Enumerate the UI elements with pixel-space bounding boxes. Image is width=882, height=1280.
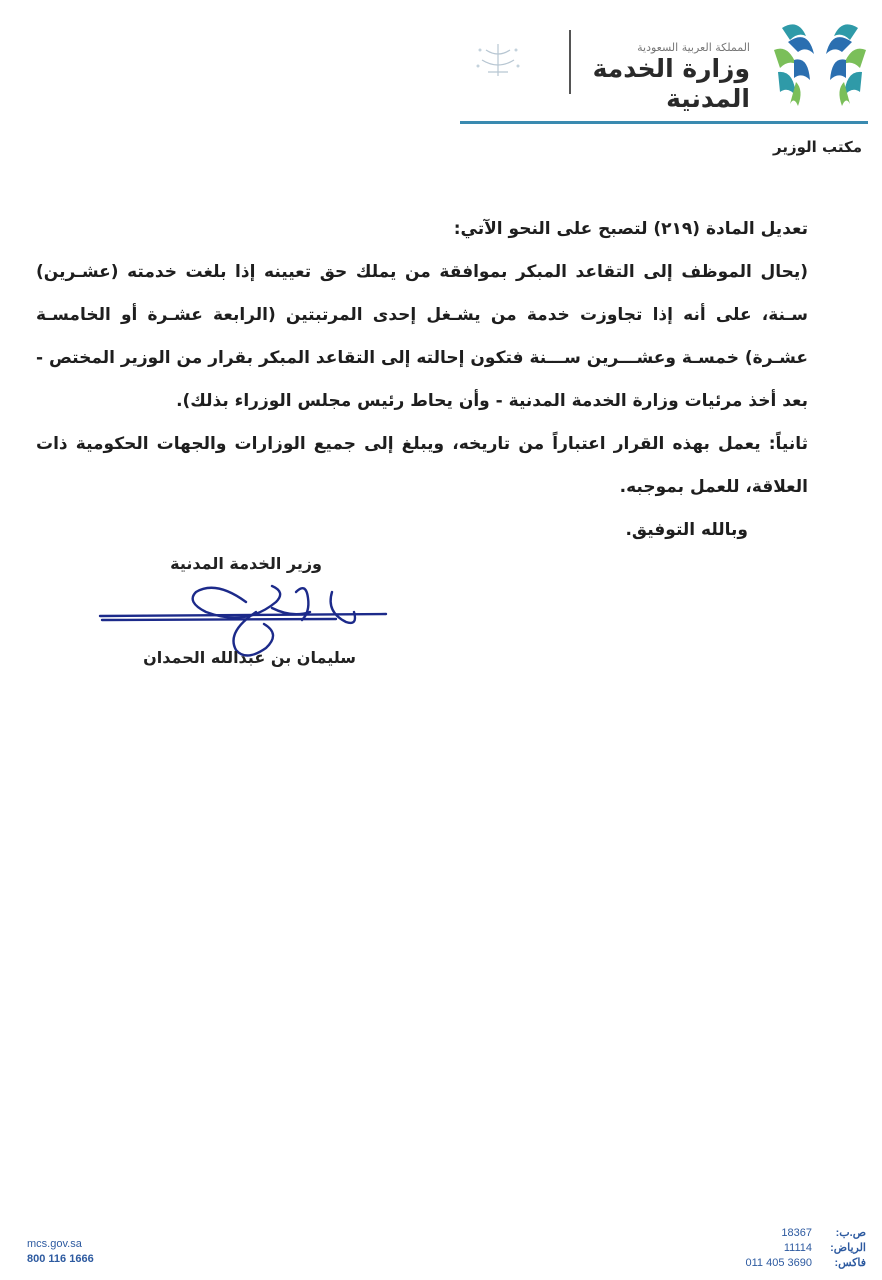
fax-value: 011 405 3690 [745, 1257, 812, 1269]
po-box-value: 18367 [781, 1227, 812, 1239]
footer-phone: 800 116 1666 [27, 1253, 94, 1265]
header-divider [569, 30, 571, 94]
city-row [646, 1241, 866, 1256]
fax-label: فاكس: [834, 1257, 866, 1269]
city-label: الرياض: [830, 1242, 866, 1254]
ministry-name: وزارة الخدمة المدنية [592, 54, 750, 113]
signer-title: وزير الخدمة المدنية [170, 554, 322, 573]
country-name: المملكة العربية السعودية [637, 41, 750, 54]
document-body [36, 208, 808, 552]
office-label: مكتب الوزير [772, 138, 862, 156]
postal-code-value: 11114 [783, 1242, 812, 1254]
second-clause: ثانياً: يعمل بهذه القرار اعتباراً من تاريخه، ويبلغ إلى جميع الوزارات والجهات الحكومية ذات العلاقة، للعمل بموجبه. [36, 434, 808, 497]
amendment-title: تعديل المادة (٢١٩) لتصبح على النحو الآتي: [453, 219, 808, 239]
signer-name: سليمان بن عبدالله الحمدان [143, 648, 356, 667]
faded-emblem-icon [472, 40, 524, 80]
header-rule [460, 121, 868, 124]
fax-row [646, 1256, 866, 1271]
amended-clause-text: (يحال الموظف إلى التقاعد المبكر بموافقة من يملك حق تعيينه إذا بلغت خدمته (عشـرين) سـنة، على أنه إذا تجاوزت خدمة من يشـغل إحدى المرتبتين (الرابعة عشـرة أو الخامسـة عشـرة) خمسـة وعشـــرين ســـنة فتكون إحالته إلى التقاعد المبكر بقرار من الوزير المختص - بعد أخذ مرئيات وزارة الخدمة المدنية - وأن يحاط رئيس مجلس الوزراء بذلك). [36, 262, 808, 411]
closing-phrase: وبالله التوفيق. [625, 520, 748, 540]
po-box-row [646, 1226, 866, 1241]
ministry-logo-icon [768, 20, 872, 110]
footer-contact [646, 1226, 866, 1271]
footer-website: mcs.gov.sa [27, 1238, 82, 1250]
po-box-label: ص.ب: [835, 1227, 866, 1239]
